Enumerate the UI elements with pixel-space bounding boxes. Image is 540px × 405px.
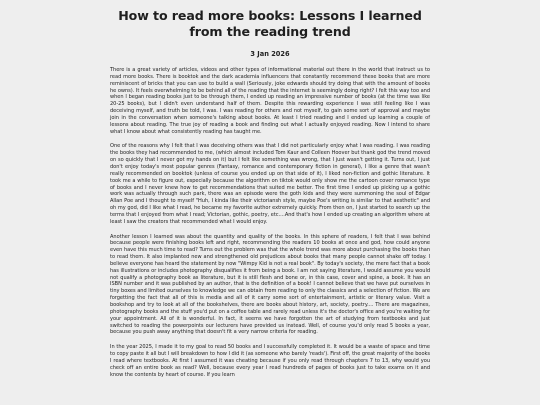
article-paragraph: In the year 2025, I made it to my goal to read 50 books and I successfully completed it. It would be a waste of space and time to copy paste it all but I will breakdown to how I did it (as someone who barely 'reads'). First off, the great majority of the books I read where textbooks. At first I assumed it was cheating because if you only read through chapters 7 to 13, why would you check off an entire book as read? Well, because every year I read hundreds of pages of books just to take exams on it and know the contents by heart of course. If you learn xyxy=(110,344,430,378)
article-paragraph: Another lesson I learned was about the quantity and quality of the books. In this sphere of readers, I felt that I was behind because people were finishing books left and right, recommending the readers 10 books at once and god, how could anyone even have this much time to read? Turns out the problem was that the whole trend was more about purchasing the books than to read them. It also implanted new and strengthened old prejudices about books that many people cannot shake off today. I believe everyone has heard the statement by now "Wimpy Kid is not a real book". By today's society, the mere fact that a book has illustrations or includes photography disqualifies it from being a book. I am not saying literature, I would assume you would not qualify a photography book as literature, but it is still flesh and bone or, in this case, cover and spine, a book. It has an ISBN number and it was published by an author, that is the definition of a book! I cannot believe that we have put ourselves in tiny boxes and limited ourselves to knowledge we can obtain from reading to only the classics and a selection of fiction. We are forgetting the fact that all of this is media and all of it carry some sort of entertainment, artistic or literary value. Visit a bookshop and try to look at all of the bookshelves, there are books about history, art, society, poetry.... There are magazines, photography books and the stuff you'd put on a coffee table and rarely read unless it's the doctor's office and you're waiting for your appointment. All of it is wonderful. In fact, it seems we have forgotten the art of studying from textbooks and just switched to reading the powerpoints our lecturers have provided us instead. Well, of course you'd only read 5 books a year, because you push away anything that doesn't fit a very narrow criteria for reading. xyxy=(110,233,430,336)
article-title: How to read more books: Lessons I learned from the reading trend xyxy=(118,8,422,39)
article-paragraph: There is a great variety of articles, videos and other types of informational material out there in the world that instruct us to read more books. There is booktok and the dark academia influencers that constantly recommend these books that are more reminiscent of bricks that you can use to build a wall (Seriously, joke edwards should try doing that with the amount of books he owns). It feels overwhelming to be behind all of the reading that the internet is seemingly doing right? I felt this way too and when I began reading books just to be through them, I ended up reading an impressive number of books (at the time was like 20-25 books), but I didn't even understand half of them. Despite this rewarding experience I was still feeling like I was deceiving myself, and truth be told, I was. I was reading for others and not myself, to gain some sort of approval and maybe join in the conversation when someone's talking about books. At least I tried reading and I ended up learning a couple of lessons about reading. The true joy of reading a book and finding out what I actually enjoyed reading. Now I intend to share what I know about what consistently reading has taught me. xyxy=(110,67,430,135)
article-paragraph: One of the reasons why I felt that I was deceiving others was that I did not particularly enjoy what I was reading. I was reading the books they had recommended to me, (which almost included Tom Kaur and Colleen Hoover but thank god the trend moved on so quickly that I never got my hands on it) but I felt like something was wrong, that I just wasn't getting it. Turns out, I just don't enjoy today's most popular genres (Fantasy, romance and contemporary fiction in general), I like a genre that wasn't really recommended on booktok (unless of course you ended up on that side of it), I liked non-fiction and gothic literature. It took me a while to figure out, especially because the algorithm on tiktok would only show me the cartoon cover romance type of books and I never knew how to get recommendations that suited me better. The first time I ended up picking up a gothic work was actually through such park, there was an episode were the goth kids and they were summoning the soul of Edgar Allan Poe and I thought to myself "Huh, I kinda like their victoriansh style, maybe Poe's writing is similar to that aesthetic" and oh my god, did I like what I read, he became my favorite author extremely quickly. From then on, I just started to search up the terms that I enjoyed from what I read; Victorian, gothic, poetry, etc....And that's how I ended up creating an algorithm where at least I saw the creators that recommended what I would enjoy. xyxy=(110,143,430,225)
article-date: 3 Jan 2026 xyxy=(250,50,290,58)
